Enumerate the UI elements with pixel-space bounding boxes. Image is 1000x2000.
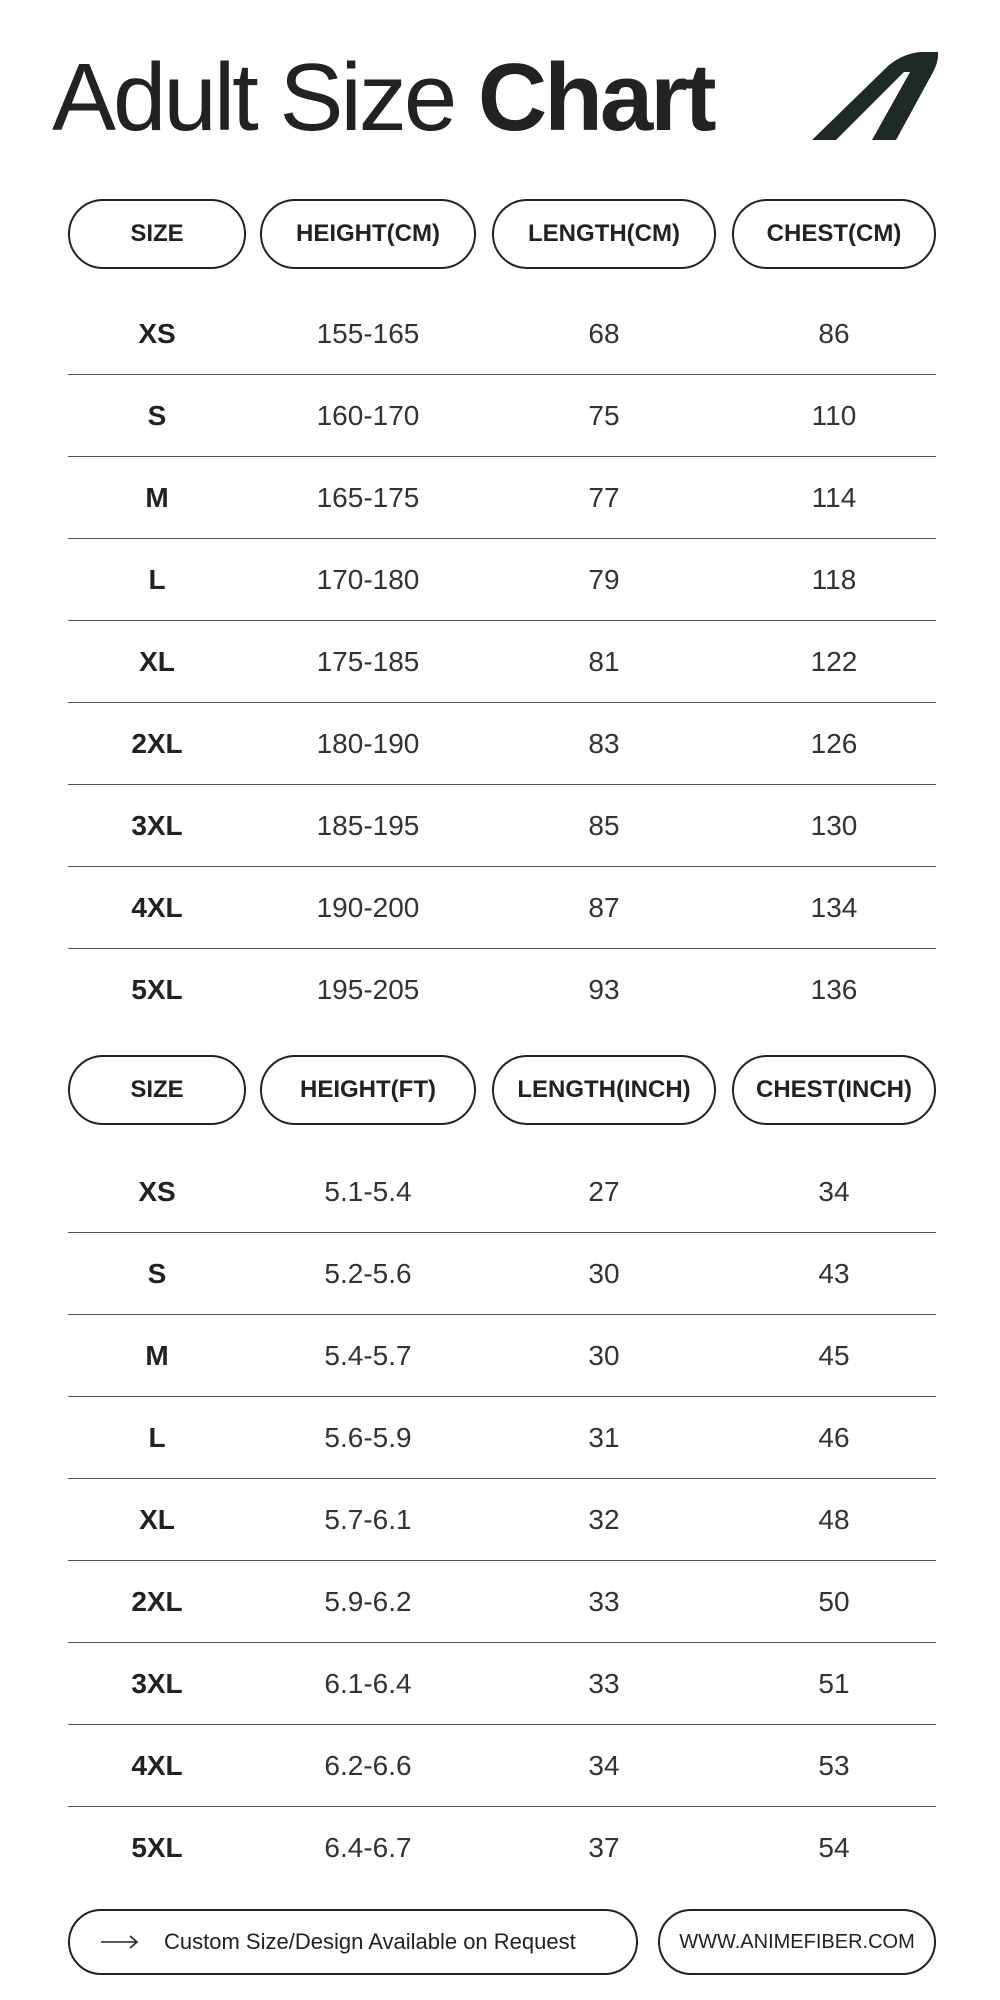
metric-cell-height: 185-195: [316, 809, 420, 841]
metric-table-row: [68, 293, 936, 375]
imperial-cell-length: 27: [588, 1175, 620, 1207]
imperial-cell-size: S: [147, 1257, 167, 1289]
imperial-cell-chest: 46: [818, 1421, 850, 1453]
metric-cell-height: 195-205: [316, 973, 420, 1005]
imperial-table-row: [68, 1807, 936, 1888]
metric-header-chest: CHEST(CM): [732, 199, 936, 269]
metric-header-length: LENGTH(CM): [492, 199, 716, 269]
imperial-cell-chest: 54: [818, 1831, 850, 1863]
metric-table-body: [68, 293, 936, 1030]
imperial-cell-size: 3XL: [131, 1667, 183, 1699]
imperial-header-length: LENGTH(INCH): [492, 1055, 716, 1125]
metric-header-height: HEIGHT(CM): [260, 199, 476, 269]
metric-cell-size: 5XL: [131, 973, 183, 1005]
brand-slash-logo-icon: [810, 48, 940, 143]
metric-cell-chest: 86: [818, 317, 850, 349]
metric-cell-length: 68: [588, 317, 620, 349]
website-link[interactable]: WWW.ANIMEFIBER.COM: [658, 1909, 936, 1975]
metric-cell-length: 79: [588, 563, 620, 595]
metric-cell-length: 81: [588, 645, 620, 677]
imperial-cell-height: 5.6-5.9: [324, 1421, 412, 1453]
custom-request-badge: [68, 1909, 638, 1975]
imperial-cell-height: 5.9-6.2: [324, 1585, 412, 1617]
imperial-cell-chest: 45: [818, 1339, 850, 1371]
imperial-cell-length: 33: [588, 1585, 620, 1617]
metric-cell-size: 4XL: [131, 891, 183, 923]
imperial-cell-length: 30: [588, 1257, 620, 1289]
imperial-cell-size: L: [148, 1421, 166, 1453]
metric-cell-size: S: [147, 399, 167, 431]
imperial-table-row: [68, 1561, 936, 1643]
metric-cell-length: 77: [588, 481, 620, 513]
metric-table-row: [68, 621, 936, 703]
metric-cell-height: 190-200: [316, 891, 420, 923]
imperial-cell-chest: 53: [818, 1749, 850, 1781]
imperial-cell-height: 6.2-6.6: [324, 1749, 412, 1781]
metric-cell-length: 85: [588, 809, 620, 841]
imperial-cell-length: 32: [588, 1503, 620, 1535]
metric-cell-chest: 134: [810, 891, 858, 923]
metric-table-row: [68, 457, 936, 539]
imperial-table-row: [68, 1397, 936, 1479]
imperial-cell-height: 6.1-6.4: [324, 1667, 412, 1699]
metric-cell-height: 165-175: [316, 481, 420, 513]
imperial-header-height: HEIGHT(FT): [260, 1055, 476, 1125]
metric-cell-height: 175-185: [316, 645, 420, 677]
metric-cell-height: 180-190: [316, 727, 420, 759]
metric-cell-height: 155-165: [316, 317, 420, 349]
imperial-table-row: [68, 1725, 936, 1807]
imperial-table-row: [68, 1315, 936, 1397]
metric-cell-chest: 118: [811, 563, 857, 595]
metric-table-row: [68, 539, 936, 621]
metric-table-row: [68, 375, 936, 457]
metric-cell-size: XL: [139, 645, 175, 677]
imperial-cell-height: 5.2-5.6: [324, 1257, 412, 1289]
imperial-cell-size: XS: [138, 1175, 176, 1207]
imperial-cell-size: M: [145, 1339, 169, 1371]
metric-cell-chest: 114: [811, 481, 857, 513]
metric-cell-chest: 122: [810, 645, 858, 677]
metric-cell-length: 87: [588, 891, 620, 923]
imperial-table-row: [68, 1643, 936, 1725]
imperial-cell-height: 5.4-5.7: [324, 1339, 412, 1371]
metric-cell-size: M: [145, 481, 169, 513]
metric-table-row: [68, 867, 936, 949]
imperial-cell-length: 31: [588, 1421, 620, 1453]
page-title: [52, 38, 714, 158]
imperial-cell-length: 37: [588, 1831, 620, 1863]
metric-table-row: [68, 949, 936, 1030]
imperial-cell-length: 33: [588, 1667, 620, 1699]
imperial-cell-chest: 50: [818, 1585, 850, 1617]
imperial-cell-chest: 48: [818, 1503, 850, 1535]
metric-cell-length: 93: [588, 973, 620, 1005]
custom-request-text: Custom Size/Design Available on Request: [164, 1929, 576, 1954]
imperial-table-row: [68, 1479, 936, 1561]
imperial-header-size: SIZE: [68, 1055, 246, 1125]
metric-cell-size: 3XL: [131, 809, 183, 841]
imperial-table-row: [68, 1151, 936, 1233]
metric-table-row: [68, 785, 936, 867]
metric-cell-length: 83: [588, 727, 620, 759]
imperial-cell-size: 5XL: [131, 1831, 183, 1863]
imperial-cell-chest: 43: [818, 1257, 850, 1289]
metric-cell-chest: 130: [810, 809, 858, 841]
imperial-cell-chest: 51: [818, 1667, 850, 1699]
imperial-cell-length: 34: [588, 1749, 620, 1781]
metric-cell-height: 170-180: [316, 563, 420, 595]
metric-cell-chest: 126: [810, 727, 858, 759]
metric-cell-chest: 136: [810, 973, 858, 1005]
imperial-cell-length: 30: [588, 1339, 620, 1371]
imperial-header-chest: CHEST(INCH): [732, 1055, 936, 1125]
title-bold: Chart: [477, 44, 714, 151]
title-light: Adult Size: [52, 44, 478, 151]
metric-cell-height: 160-170: [316, 399, 420, 431]
metric-cell-length: 75: [588, 399, 620, 431]
metric-cell-size: 2XL: [131, 727, 183, 759]
imperial-cell-size: XL: [139, 1503, 175, 1535]
imperial-cell-size: 4XL: [131, 1749, 183, 1781]
imperial-cell-height: 5.7-6.1: [324, 1503, 412, 1535]
arrow-right-icon: [100, 1934, 140, 1950]
metric-header-row: [68, 199, 936, 273]
imperial-cell-chest: 34: [818, 1175, 850, 1207]
imperial-table-body: [68, 1151, 936, 1888]
imperial-cell-height: 6.4-6.7: [324, 1831, 412, 1863]
metric-table-row: [68, 703, 936, 785]
imperial-cell-size: 2XL: [131, 1585, 183, 1617]
metric-cell-chest: 110: [811, 399, 857, 431]
metric-header-size: SIZE: [68, 199, 246, 269]
imperial-header-row: [68, 1055, 936, 1129]
metric-cell-size: L: [148, 563, 166, 595]
metric-cell-size: XS: [138, 317, 176, 349]
imperial-cell-height: 5.1-5.4: [324, 1175, 412, 1207]
imperial-table-row: [68, 1233, 936, 1315]
